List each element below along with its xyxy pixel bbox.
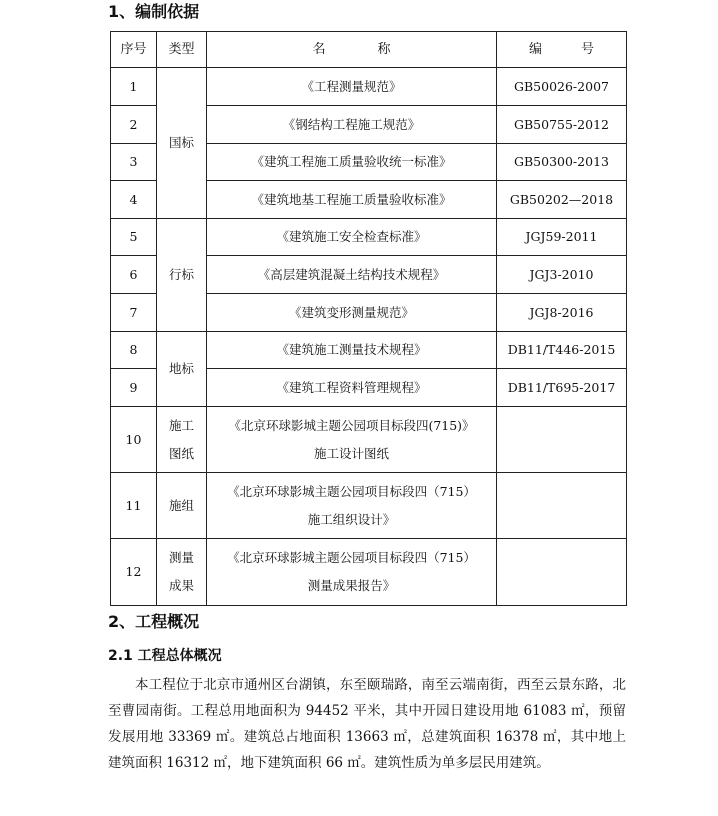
header-type: 类型 — [157, 32, 207, 68]
row-type: 地标 — [157, 332, 207, 407]
table-row — [111, 473, 627, 539]
row-code: GB50755-2012 — [497, 106, 627, 144]
project-overview-paragraph — [108, 672, 626, 776]
row-name: 《钢结构工程施工规范》 — [207, 106, 497, 144]
header-name: 名 称 — [207, 32, 497, 68]
row-type: 施工 图纸 — [157, 407, 207, 473]
row-name: 《建筑施工测量技术规程》 — [207, 332, 497, 369]
row-name: 《高层建筑混凝土结构技术规程》 — [207, 256, 497, 294]
header-index: 序号 — [111, 32, 157, 68]
row-index: 9 — [111, 369, 157, 407]
row-name: 《建筑变形测量规范》 — [207, 294, 497, 332]
row-index: 2 — [111, 106, 157, 144]
header-code: 编 号 — [497, 32, 627, 68]
row-name-line2: 测量成果报告》 — [307, 578, 396, 593]
row-index: 12 — [111, 539, 157, 606]
row-name: 《建筑地基工程施工质量验收标准》 — [207, 181, 497, 219]
row-code: GB50202—2018 — [497, 181, 627, 219]
row-name: 《建筑工程资料管理规程》 — [207, 369, 497, 407]
table-row — [111, 219, 627, 256]
row-name-line2: 施工设计图纸 — [313, 445, 389, 461]
row-index: 5 — [111, 219, 157, 256]
row-name: 《工程测量规范》 — [207, 68, 497, 106]
row-index: 1 — [111, 68, 157, 106]
section-2-1-heading: 2.1 工程总体概况 — [108, 648, 222, 664]
row-type: 国标 — [157, 68, 207, 219]
row-code — [497, 473, 627, 539]
row-index: 3 — [111, 144, 157, 181]
row-name-line1: 《北京环球影城主题公园项目标段四（715） — [227, 483, 476, 499]
row-name — [207, 407, 497, 473]
table-header-row — [111, 32, 627, 68]
row-name-line1: 《北京环球影城主题公园项目标段四（715） — [227, 550, 476, 565]
row-code: DB11/T446-2015 — [497, 332, 627, 369]
row-name: 《建筑施工安全检查标准》 — [207, 219, 497, 256]
row-code: JGJ3-2010 — [497, 256, 627, 294]
row-type: 行标 — [157, 219, 207, 332]
row-index: 10 — [111, 407, 157, 473]
table-row — [111, 407, 627, 473]
row-name: 《建筑工程施工质量验收统一标准》 — [207, 144, 497, 181]
row-name — [207, 473, 497, 539]
table-row — [111, 539, 627, 606]
row-name — [207, 539, 497, 606]
row-index: 8 — [111, 332, 157, 369]
row-code: DB11/T695-2017 — [497, 369, 627, 407]
table-row — [111, 332, 627, 369]
row-index: 4 — [111, 181, 157, 219]
row-index: 11 — [111, 473, 157, 539]
table-row — [111, 68, 627, 106]
row-code: GB50300-2013 — [497, 144, 627, 181]
row-code — [497, 407, 627, 473]
row-name-line2: 施工组织设计》 — [307, 511, 396, 527]
row-index: 6 — [111, 256, 157, 294]
row-code: JGJ59-2011 — [497, 219, 627, 256]
row-code: GB50026-2007 — [497, 68, 627, 106]
row-index: 7 — [111, 294, 157, 332]
row-code — [497, 539, 627, 606]
row-type: 施组 — [157, 473, 207, 539]
row-code: JGJ8-2016 — [497, 294, 627, 332]
section-2-heading: 2、工程概况 — [108, 612, 200, 631]
reference-standards-table — [110, 31, 627, 606]
section-1-heading: 1、编制依据 — [108, 2, 200, 21]
row-name-line1: 《北京环球影城主题公园项目标段四(715)》 — [228, 417, 475, 433]
row-type: 测量 成果 — [157, 539, 207, 606]
paragraph-text: 本工程位于北京市通州区台湖镇，东至颐瑞路，南至云端南街，西至云景东路，北至曹园南街。工程总用地面积为 94452 平米，其中开园日建设用地 61083 ㎡，预留发展用地 33369 ㎡。建筑总占地面积 13663 ㎡，总建筑面积 16378 ㎡，其中地上建筑面积 16312 ㎡，地下建筑面积 66 ㎡。建筑性质为单多层民用建筑。 — [108, 677, 626, 771]
